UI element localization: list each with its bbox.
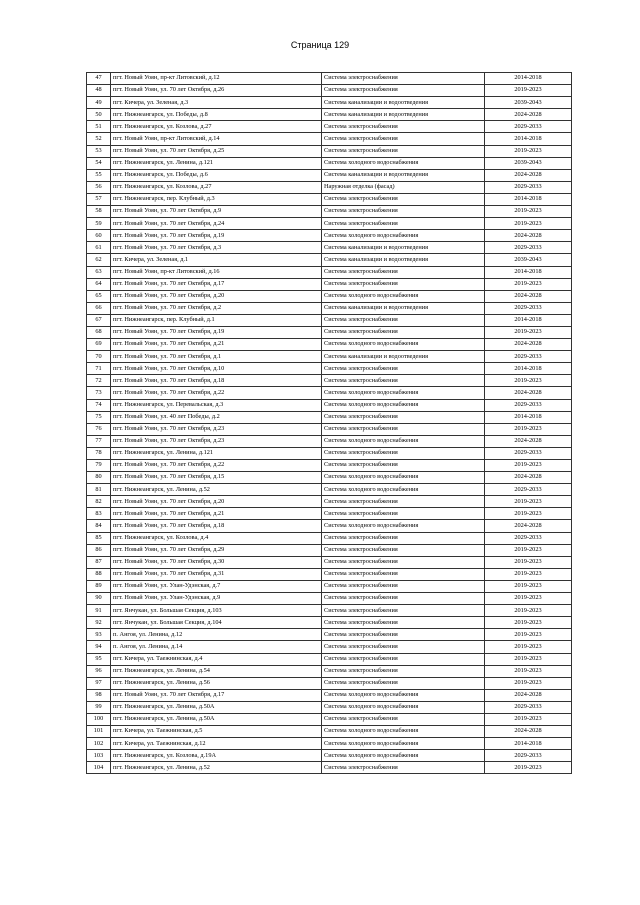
table-row (87, 568, 572, 580)
address-cell: пгт. Новый Уоян, пр-кт Литовский, д.16 (111, 266, 322, 278)
table-row (87, 508, 572, 520)
address-cell: пгт. Новый Уоян, ул. 70 лет Октября, д.17 (111, 689, 322, 701)
period-cell: 2019-2023 (485, 593, 572, 605)
period-cell: 2014-2018 (485, 314, 572, 326)
row-number-cell: 87 (87, 556, 111, 568)
period-cell: 2019-2023 (485, 544, 572, 556)
period-cell: 2014-2018 (485, 73, 572, 85)
address-cell: пгт. Новый Уоян, ул. 70 лет Октября, д.20 (111, 290, 322, 302)
system-cell: Система электроснабжения (322, 375, 485, 387)
period-cell: 2029-2033 (485, 242, 572, 254)
period-cell: 2019-2023 (485, 665, 572, 677)
system-cell: Система холодного водоснабжения (322, 689, 485, 701)
row-number-cell: 93 (87, 629, 111, 641)
table-row (87, 423, 572, 435)
period-cell: 2019-2023 (485, 326, 572, 338)
row-number-cell: 85 (87, 532, 111, 544)
period-cell: 2029-2033 (485, 181, 572, 193)
address-cell: пгт. Нижнеангарск, ул. Перевальская, д.3 (111, 399, 322, 411)
address-cell: п. Ангоя, ул. Ленина, д.12 (111, 629, 322, 641)
system-cell: Система холодного водоснабжения (322, 726, 485, 738)
period-cell: 2019-2023 (485, 580, 572, 592)
system-cell: Система канализации и водоотведения (322, 351, 485, 363)
table-row (87, 157, 572, 169)
period-cell: 2019-2023 (485, 85, 572, 97)
table-row (87, 629, 572, 641)
system-cell: Система канализации и водоотведения (322, 169, 485, 181)
table-row (87, 85, 572, 97)
period-cell: 2024-2028 (485, 726, 572, 738)
system-cell: Система электроснабжения (322, 713, 485, 725)
address-cell: пгт. Новый Уоян, ул. 40 лет Победы, д.2 (111, 411, 322, 423)
address-cell: пгт. Новый Уоян, ул. 70 лет Октября, д.2 (111, 302, 322, 314)
period-cell: 2024-2028 (485, 169, 572, 181)
row-number-cell: 99 (87, 701, 111, 713)
row-number-cell: 76 (87, 423, 111, 435)
table-row (87, 145, 572, 157)
row-number-cell: 91 (87, 605, 111, 617)
table-row (87, 97, 572, 109)
period-cell: 2019-2023 (485, 653, 572, 665)
table-row (87, 73, 572, 85)
row-number-cell: 72 (87, 375, 111, 387)
period-cell: 2024-2028 (485, 472, 572, 484)
row-number-cell: 50 (87, 109, 111, 121)
table-row (87, 302, 572, 314)
system-cell: Система холодного водоснабжения (322, 435, 485, 447)
row-number-cell: 97 (87, 677, 111, 689)
address-cell: пгт. Нижнеангарск, ул. Козлова, д.27 (111, 181, 322, 193)
system-cell: Система холодного водоснабжения (322, 484, 485, 496)
address-cell: пгт. Новый Уоян, ул. 70 лет Октября, д.22 (111, 460, 322, 472)
table-row (87, 363, 572, 375)
system-cell: Система электроснабжения (322, 568, 485, 580)
address-cell: пгт. Новый Уоян, ул. Улан-Удэнская, д.9 (111, 593, 322, 605)
row-number-cell: 103 (87, 750, 111, 762)
address-cell: пгт. Новый Уоян, ул. 70 лет Октября, д.9 (111, 206, 322, 218)
row-number-cell: 80 (87, 472, 111, 484)
table-row (87, 580, 572, 592)
table-row (87, 387, 572, 399)
row-number-cell: 96 (87, 665, 111, 677)
address-cell: пгт. Нижнеангарск, ул. Победы, д.8 (111, 109, 322, 121)
table-row (87, 544, 572, 556)
system-cell: Система электроснабжения (322, 423, 485, 435)
period-cell: 2024-2028 (485, 689, 572, 701)
system-cell: Система электроснабжения (322, 677, 485, 689)
system-cell: Система холодного водоснабжения (322, 750, 485, 762)
system-cell: Система электроснабжения (322, 665, 485, 677)
address-cell: пгт. Новый Уоян, ул. 70 лет Октября, д.19 (111, 230, 322, 242)
period-cell: 2029-2033 (485, 532, 572, 544)
system-cell: Система канализации и водоотведения (322, 302, 485, 314)
table-row (87, 653, 572, 665)
table-row (87, 230, 572, 242)
period-cell: 2029-2033 (485, 701, 572, 713)
address-cell: пгт. Новый Уоян, ул. 70 лет Октября, д.1 (111, 351, 322, 363)
period-cell: 2014-2018 (485, 266, 572, 278)
system-cell: Система электроснабжения (322, 580, 485, 592)
table-row (87, 665, 572, 677)
period-cell: 2029-2033 (485, 447, 572, 459)
system-cell: Система электроснабжения (322, 641, 485, 653)
system-cell: Система электроснабжения (322, 193, 485, 205)
address-cell: пгт. Новый Уоян, ул. 70 лет Октября, д.25 (111, 145, 322, 157)
row-number-cell: 67 (87, 314, 111, 326)
system-cell: Система холодного водоснабжения (322, 399, 485, 411)
address-cell: пгт. Нижнеангарск, ул. Победы, д.6 (111, 169, 322, 181)
row-number-cell: 64 (87, 278, 111, 290)
row-number-cell: 81 (87, 484, 111, 496)
table-row (87, 266, 572, 278)
period-cell: 2019-2023 (485, 423, 572, 435)
row-number-cell: 63 (87, 266, 111, 278)
address-cell: пгт. Нижнеангарск, ул. Козлова, д.27 (111, 121, 322, 133)
system-cell: Система электроснабжения (322, 629, 485, 641)
system-cell: Система электроснабжения (322, 266, 485, 278)
row-number-cell: 92 (87, 617, 111, 629)
period-cell: 2019-2023 (485, 617, 572, 629)
system-cell: Система электроснабжения (322, 460, 485, 472)
row-number-cell: 59 (87, 218, 111, 230)
row-number-cell: 58 (87, 206, 111, 218)
table-row (87, 314, 572, 326)
row-number-cell: 83 (87, 508, 111, 520)
period-cell: 2014-2018 (485, 411, 572, 423)
address-cell: пгт. Нижнеангарск, ул. Ленина, д.54 (111, 665, 322, 677)
period-cell: 2024-2028 (485, 435, 572, 447)
period-cell: 2029-2033 (485, 302, 572, 314)
system-cell: Система холодного водоснабжения (322, 290, 485, 302)
table-row (87, 411, 572, 423)
address-cell: пгт. Новый Уоян, ул. 70 лет Октября, д.19 (111, 326, 322, 338)
system-cell: Система электроснабжения (322, 363, 485, 375)
row-number-cell: 90 (87, 593, 111, 605)
row-number-cell: 95 (87, 653, 111, 665)
address-cell: пгт. Новый Уоян, ул. Улан-Удэнская, д.7 (111, 580, 322, 592)
table-row (87, 121, 572, 133)
row-number-cell: 60 (87, 230, 111, 242)
table-row (87, 738, 572, 750)
period-cell: 2019-2023 (485, 206, 572, 218)
table-row (87, 193, 572, 205)
address-cell: пгт. Новый Уоян, ул. 70 лет Октября, д.29 (111, 544, 322, 556)
row-number-cell: 47 (87, 73, 111, 85)
address-cell: пгт. Новый Уоян, пр-кт Литовский, д.12 (111, 73, 322, 85)
system-cell: Система холодного водоснабжения (322, 230, 485, 242)
table-row (87, 133, 572, 145)
table-row (87, 641, 572, 653)
table-row (87, 109, 572, 121)
address-cell: пгт. Новый Уоян, ул. 70 лет Октября, д.22 (111, 387, 322, 399)
table-row (87, 605, 572, 617)
row-number-cell: 53 (87, 145, 111, 157)
system-cell: Система электроснабжения (322, 544, 485, 556)
row-number-cell: 102 (87, 738, 111, 750)
address-cell: пгт. Новый Уоян, ул. 70 лет Октября, д.30 (111, 556, 322, 568)
period-cell: 2029-2033 (485, 351, 572, 363)
table-row (87, 701, 572, 713)
system-cell: Система холодного водоснабжения (322, 387, 485, 399)
system-cell: Система электроснабжения (322, 73, 485, 85)
system-cell: Система канализации и водоотведения (322, 254, 485, 266)
system-cell: Система холодного водоснабжения (322, 472, 485, 484)
address-cell: пгт. Нижнеангарск, пер. Клубный, д.1 (111, 314, 322, 326)
row-number-cell: 69 (87, 339, 111, 351)
period-cell: 2019-2023 (485, 762, 572, 774)
system-cell: Система электроснабжения (322, 206, 485, 218)
address-cell: пгт. Нижнеангарск, ул. Ленина, д.52 (111, 762, 322, 774)
row-number-cell: 73 (87, 387, 111, 399)
period-cell: 2019-2023 (485, 605, 572, 617)
address-cell: пгт. Нижнеангарск, ул. Ленина, д.50А (111, 713, 322, 725)
address-cell: пгт. Нижнеангарск, ул. Козлова, д.19А (111, 750, 322, 762)
row-number-cell: 88 (87, 568, 111, 580)
period-cell: 2039-2043 (485, 157, 572, 169)
row-number-cell: 56 (87, 181, 111, 193)
row-number-cell: 75 (87, 411, 111, 423)
table-row (87, 254, 572, 266)
table-row (87, 326, 572, 338)
system-cell: Система канализации и водоотведения (322, 109, 485, 121)
table-row (87, 339, 572, 351)
period-cell: 2029-2033 (485, 750, 572, 762)
system-cell: Система электроснабжения (322, 133, 485, 145)
period-cell: 2019-2023 (485, 375, 572, 387)
address-cell: пгт. Кичера, ул. Таежнинская, д.12 (111, 738, 322, 750)
system-cell: Система электроснабжения (322, 617, 485, 629)
row-number-cell: 98 (87, 689, 111, 701)
table-row (87, 532, 572, 544)
works-table (86, 72, 572, 774)
system-cell: Система электроснабжения (322, 762, 485, 774)
system-cell: Система электроснабжения (322, 593, 485, 605)
table-row (87, 181, 572, 193)
address-cell: пгт. Новый Уоян, ул. 70 лет Октября, д.24 (111, 218, 322, 230)
table-row (87, 762, 572, 774)
address-cell: пгт. Новый Уоян, ул. 70 лет Октября, д.20 (111, 496, 322, 508)
system-cell: Система электроснабжения (322, 496, 485, 508)
table-row (87, 496, 572, 508)
address-cell: пгт. Новый Уоян, ул. 70 лет Октября, д.23 (111, 423, 322, 435)
period-cell: 2019-2023 (485, 145, 572, 157)
table-row (87, 399, 572, 411)
period-cell: 2024-2028 (485, 520, 572, 532)
row-number-cell: 52 (87, 133, 111, 145)
address-cell: пгт. Кичера, ул. Таежнинская, д.5 (111, 726, 322, 738)
system-cell: Система холодного водоснабжения (322, 520, 485, 532)
table-row (87, 278, 572, 290)
row-number-cell: 86 (87, 544, 111, 556)
table-row (87, 726, 572, 738)
address-cell: пгт. Нижнеангарск, ул. Ленина, д.121 (111, 447, 322, 459)
system-cell: Система канализации и водоотведения (322, 242, 485, 254)
system-cell: Система холодного водоснабжения (322, 157, 485, 169)
address-cell: пгт. Кичера, ул. Зеленая, д.1 (111, 254, 322, 266)
period-cell: 2019-2023 (485, 218, 572, 230)
row-number-cell: 100 (87, 713, 111, 725)
table-row (87, 290, 572, 302)
address-cell: пгт. Новый Уоян, ул. 70 лет Октября, д.17 (111, 278, 322, 290)
row-number-cell: 84 (87, 520, 111, 532)
address-cell: пгт. Янчукан, ул. Большая Секция, д.104 (111, 617, 322, 629)
system-cell: Система холодного водоснабжения (322, 701, 485, 713)
table-row (87, 435, 572, 447)
row-number-cell: 79 (87, 460, 111, 472)
period-cell: 2014-2018 (485, 363, 572, 375)
table-row (87, 677, 572, 689)
address-cell: пгт. Кичера, ул. Зеленая, д.3 (111, 97, 322, 109)
period-cell: 2019-2023 (485, 496, 572, 508)
row-number-cell: 74 (87, 399, 111, 411)
row-number-cell: 57 (87, 193, 111, 205)
row-number-cell: 101 (87, 726, 111, 738)
address-cell: пгт. Кичера, ул. Таежнинская, д.4 (111, 653, 322, 665)
table-row (87, 593, 572, 605)
period-cell: 2019-2023 (485, 508, 572, 520)
address-cell: пгт. Новый Уоян, ул. 70 лет Октября, д.23 (111, 435, 322, 447)
table-row (87, 169, 572, 181)
system-cell: Система электроснабжения (322, 532, 485, 544)
table-row (87, 713, 572, 725)
row-number-cell: 55 (87, 169, 111, 181)
address-cell: пгт. Янчукан, ул. Большая Секция, д.103 (111, 605, 322, 617)
address-cell: пгт. Новый Уоян, ул. 70 лет Октября, д.31 (111, 568, 322, 580)
system-cell: Система электроснабжения (322, 653, 485, 665)
period-cell: 2019-2023 (485, 278, 572, 290)
system-cell: Система электроснабжения (322, 508, 485, 520)
address-cell: пгт. Новый Уоян, ул. 70 лет Октября, д.18 (111, 520, 322, 532)
period-cell: 2019-2023 (485, 713, 572, 725)
row-number-cell: 51 (87, 121, 111, 133)
system-cell: Система холодного водоснабжения (322, 738, 485, 750)
period-cell: 2019-2023 (485, 556, 572, 568)
period-cell: 2014-2018 (485, 133, 572, 145)
table-row (87, 750, 572, 762)
period-cell: 2019-2023 (485, 641, 572, 653)
table-row (87, 351, 572, 363)
address-cell: пгт. Нижнеангарск, ул. Козлова, д.4 (111, 532, 322, 544)
period-cell: 2019-2023 (485, 677, 572, 689)
address-cell: пгт. Нижнеангарск, ул. Ленина, д.50А (111, 701, 322, 713)
address-cell: п. Ангоя, ул. Ленина, д.14 (111, 641, 322, 653)
row-number-cell: 104 (87, 762, 111, 774)
period-cell: 2029-2033 (485, 399, 572, 411)
address-cell: пгт. Нижнеангарск, ул. Ленина, д.121 (111, 157, 322, 169)
table-row (87, 484, 572, 496)
table-row (87, 460, 572, 472)
period-cell: 2039-2043 (485, 254, 572, 266)
table-row (87, 447, 572, 459)
table-body (87, 73, 572, 774)
table-row (87, 375, 572, 387)
address-cell: пгт. Новый Уоян, ул. 70 лет Октября, д.26 (111, 85, 322, 97)
row-number-cell: 82 (87, 496, 111, 508)
period-cell: 2024-2028 (485, 290, 572, 302)
system-cell: Система электроснабжения (322, 326, 485, 338)
system-cell: Система электроснабжения (322, 218, 485, 230)
period-cell: 2019-2023 (485, 629, 572, 641)
row-number-cell: 54 (87, 157, 111, 169)
address-cell: пгт. Новый Уоян, ул. 70 лет Октября, д.21 (111, 339, 322, 351)
address-cell: пгт. Новый Уоян, ул. 70 лет Октября, д.3 (111, 242, 322, 254)
address-cell: пгт. Нижнеангарск, пер. Клубный, д.3 (111, 193, 322, 205)
table-row (87, 218, 572, 230)
period-cell: 2019-2023 (485, 460, 572, 472)
period-cell: 2014-2018 (485, 193, 572, 205)
row-number-cell: 70 (87, 351, 111, 363)
period-cell: 2019-2023 (485, 568, 572, 580)
period-cell: 2024-2028 (485, 230, 572, 242)
system-cell: Система электроснабжения (322, 314, 485, 326)
period-cell: 2024-2028 (485, 387, 572, 399)
row-number-cell: 49 (87, 97, 111, 109)
table-row (87, 617, 572, 629)
table-row (87, 689, 572, 701)
address-cell: пгт. Новый Уоян, ул. 70 лет Октября, д.21 (111, 508, 322, 520)
address-cell: пгт. Нижнеангарск, ул. Ленина, д.56 (111, 677, 322, 689)
period-cell: 2029-2033 (485, 121, 572, 133)
system-cell: Система электроснабжения (322, 556, 485, 568)
system-cell: Система электроснабжения (322, 85, 485, 97)
row-number-cell: 94 (87, 641, 111, 653)
row-number-cell: 89 (87, 580, 111, 592)
row-number-cell: 65 (87, 290, 111, 302)
row-number-cell: 77 (87, 435, 111, 447)
system-cell: Система канализации и водоотведения (322, 97, 485, 109)
table-row (87, 556, 572, 568)
period-cell: 2014-2018 (485, 738, 572, 750)
row-number-cell: 78 (87, 447, 111, 459)
period-cell: 2039-2043 (485, 97, 572, 109)
row-number-cell: 68 (87, 326, 111, 338)
period-cell: 2029-2033 (485, 484, 572, 496)
table-row (87, 206, 572, 218)
system-cell: Система электроснабжения (322, 411, 485, 423)
row-number-cell: 61 (87, 242, 111, 254)
table-row (87, 472, 572, 484)
address-cell: пгт. Новый Уоян, ул. 70 лет Октября, д.18 (111, 375, 322, 387)
page-header: Страница 129 (290, 40, 350, 50)
period-cell: 2024-2028 (485, 109, 572, 121)
system-cell: Наружная отделка (фасад) (322, 181, 485, 193)
system-cell: Система холодного водоснабжения (322, 339, 485, 351)
address-cell: пгт. Новый Уоян, ул. 70 лет Октября, д.10 (111, 363, 322, 375)
address-cell: пгт. Новый Уоян, пр-кт Литовский, д.14 (111, 133, 322, 145)
row-number-cell: 71 (87, 363, 111, 375)
system-cell: Система электроснабжения (322, 278, 485, 290)
row-number-cell: 62 (87, 254, 111, 266)
table-row (87, 242, 572, 254)
table-row (87, 520, 572, 532)
address-cell: пгт. Новый Уоян, ул. 70 лет Октября, д.15 (111, 472, 322, 484)
period-cell: 2024-2028 (485, 339, 572, 351)
system-cell: Система электроснабжения (322, 447, 485, 459)
system-cell: Система электроснабжения (322, 145, 485, 157)
system-cell: Система электроснабжения (322, 605, 485, 617)
row-number-cell: 66 (87, 302, 111, 314)
address-cell: пгт. Нижнеангарск, ул. Ленина, д.52 (111, 484, 322, 496)
system-cell: Система электроснабжения (322, 121, 485, 133)
row-number-cell: 48 (87, 85, 111, 97)
